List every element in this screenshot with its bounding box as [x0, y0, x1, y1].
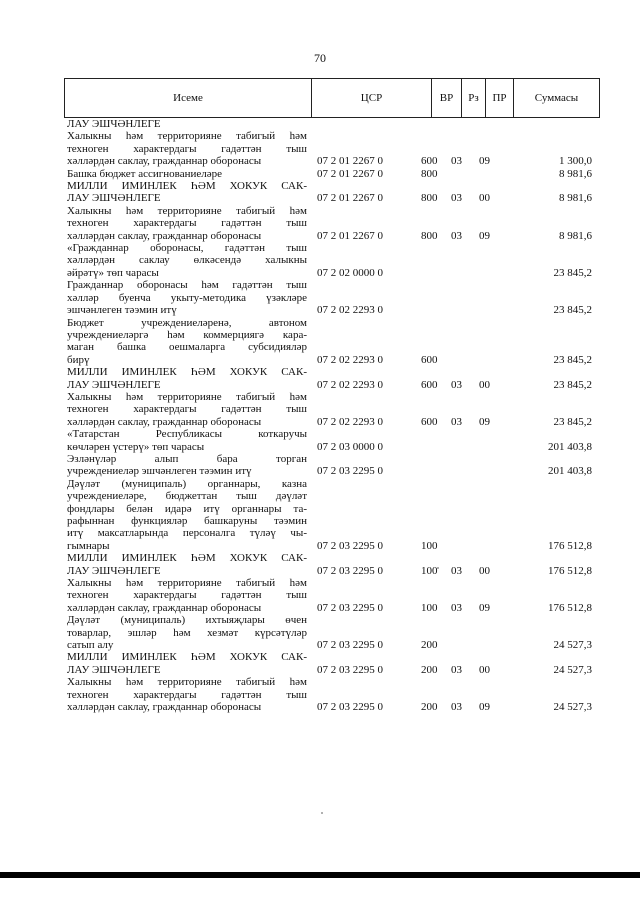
- row-vr: 600: [421, 353, 438, 366]
- row-rz: 03: [451, 415, 462, 428]
- row-name: [67, 130, 307, 167]
- table-body: [67, 118, 592, 714]
- row-pr: 00: [479, 378, 490, 391]
- table-row: [67, 130, 592, 167]
- table-row: [67, 391, 592, 428]
- row-csr: 07 2 01 2267 0: [317, 192, 383, 205]
- table-row: [67, 180, 592, 205]
- row-name: [67, 168, 307, 180]
- row-sum: 1 300,0: [559, 155, 592, 168]
- table-row: [67, 279, 592, 316]
- row-name-line: учреждениеләргә һәм коммерциягә кара-: [67, 328, 307, 341]
- row-name-line: әйрәтү» төп чарасы: [67, 266, 159, 279]
- row-sum: 201 403,8: [548, 465, 592, 478]
- row-name: [67, 205, 307, 242]
- row-name-line: Халыкны һәм территорияне табигый һәм: [67, 577, 307, 590]
- row-name-line: учреждениеләре, бюджеттан тыш дәүләт: [67, 490, 307, 503]
- row-csr: 07 2 03 2295 0: [317, 701, 383, 714]
- row-sum: 201 403,8: [548, 440, 592, 453]
- row-name-line: хәлләр буенча укыту-методика үзәкләре: [67, 291, 307, 304]
- row-name-line: техноген характердагы гадәттән тыш: [67, 403, 307, 416]
- row-name-line: Халыкны һәм территорияне табигый һәм: [67, 204, 307, 217]
- row-name: [67, 242, 307, 279]
- scan-speck: [437, 567, 439, 569]
- row-csr: 07 2 02 2293 0: [317, 378, 383, 391]
- row-name-line: Бюджет учреждениеләренә, автоном: [67, 316, 307, 329]
- table-header: [64, 78, 600, 118]
- row-vr: 100: [421, 539, 438, 552]
- row-sum: 8 981,6: [559, 167, 592, 180]
- row-vr: 800: [421, 167, 438, 180]
- row-name-line: техноген характердагы гадәттән тыш: [67, 217, 307, 230]
- row-csr: 07 2 02 2293 0: [317, 415, 383, 428]
- row-rz: 03: [451, 564, 462, 577]
- scan-speck: [321, 812, 323, 814]
- table-row: [67, 366, 592, 391]
- row-name-line: ЛАУ ЭШЧӘНЛЕГЕ: [67, 663, 161, 676]
- row-name-line: көчләрен үстерү» төп чарасы: [67, 440, 205, 453]
- row-csr: 07 2 03 2295 0: [317, 663, 383, 676]
- row-name-line: хәлләрдән саклау, гражданнар оборонасы: [67, 229, 262, 242]
- row-vr: 200: [421, 639, 438, 652]
- row-name: [67, 428, 307, 453]
- table-row: [67, 577, 592, 614]
- row-vr: 600: [421, 415, 438, 428]
- row-csr: 07 2 03 2295 0: [317, 639, 383, 652]
- row-vr: 800: [421, 229, 438, 242]
- row-csr: 07 2 03 2295 0: [317, 539, 383, 552]
- row-sum: 23 845,2: [553, 378, 592, 391]
- table-row: [67, 428, 592, 453]
- row-name: [67, 453, 307, 478]
- row-sum: 24 527,3: [553, 639, 592, 652]
- row-vr: 200: [421, 701, 438, 714]
- row-sum: 23 845,2: [553, 304, 592, 317]
- row-name-line: хәлләрдән саклау, гражданнар оборонасы: [67, 155, 262, 168]
- table-row: [67, 205, 592, 242]
- row-vr: 600: [421, 155, 438, 168]
- row-pr: 09: [479, 155, 490, 168]
- row-sum: 24 527,3: [553, 663, 592, 676]
- row-pr: 00: [479, 192, 490, 205]
- row-vr: 200: [421, 663, 438, 676]
- table-row: [67, 168, 592, 180]
- row-sum: 176 512,8: [548, 539, 592, 552]
- row-name-line: ЛАУ ЭШЧӘНЛЕГЕ: [67, 564, 161, 577]
- row-sum: 23 845,2: [553, 266, 592, 279]
- page-number: 70: [314, 51, 326, 65]
- row-name-line: МИЛЛИ ИМИНЛЕК ҺӘМ ХОКУК САК-: [67, 180, 307, 193]
- row-pr: 00: [479, 663, 490, 676]
- row-name-line: МИЛЛИ ИМИНЛЕК ҺӘМ ХОКУК САК-: [67, 552, 307, 565]
- row-csr: 07 2 03 2295 0: [317, 564, 383, 577]
- row-csr: 07 2 01 2267 0: [317, 229, 383, 242]
- row-name-line: маган башка оешмаларга субсидияләр: [67, 341, 307, 354]
- row-sum: 8 981,6: [559, 229, 592, 242]
- row-csr: 07 2 03 0000 0: [317, 440, 383, 453]
- header-sum: Суммасы: [534, 92, 579, 104]
- row-name-line: техноген характердагы гадәттән тыш: [67, 688, 307, 701]
- row-name-line: товарлар, эшләр һәм хезмәт күрсәтүләр: [67, 626, 307, 639]
- row-name: [67, 577, 307, 614]
- row-name: [67, 391, 307, 428]
- row-csr: 07 2 01 2267 0: [317, 155, 383, 168]
- table-row: [67, 317, 592, 367]
- row-rz: 03: [451, 229, 462, 242]
- row-csr: 07 2 03 2295 0: [317, 465, 383, 478]
- row-name-line: «Гражданнар оборонасы, гадәттән тыш: [67, 242, 307, 255]
- row-name-line: «Татарстан Республикасы коткаручы: [67, 428, 307, 441]
- row-pr: 09: [479, 601, 490, 614]
- row-pr: 00: [479, 564, 490, 577]
- row-vr: 100: [421, 601, 438, 614]
- row-name-line: техноген характердагы гадәттән тыш: [67, 589, 307, 602]
- row-name-line: ЛАУ ЭШЧӘНЛЕГЕ: [67, 192, 161, 205]
- row-name: [67, 614, 307, 651]
- row-sum: 23 845,2: [553, 415, 592, 428]
- table-row: [67, 453, 592, 478]
- row-csr: 07 2 02 2293 0: [317, 353, 383, 366]
- table-row: [67, 676, 592, 713]
- row-name-line: рафыннан функцияләр башкаруны тәэмин: [67, 515, 307, 527]
- row-csr: 07 2 02 2293 0: [317, 304, 383, 317]
- row-name-line: ЛАУ ЭШЧӘНЛЕГЕ: [67, 378, 161, 391]
- row-rz: 03: [451, 601, 462, 614]
- row-rz: 03: [451, 155, 462, 168]
- scan-bottom-edge: [0, 872, 640, 878]
- row-name: [67, 279, 307, 316]
- row-name-line: МИЛЛИ ИМИНЛЕК ҺӘМ ХОКУК САК-: [67, 651, 307, 664]
- row-name: [67, 676, 307, 713]
- row-rz: 03: [451, 192, 462, 205]
- header-name: Исеме: [173, 92, 203, 104]
- row-csr: 07 2 02 0000 0: [317, 266, 383, 279]
- row-vr: 100: [421, 564, 438, 577]
- row-vr: 600: [421, 378, 438, 391]
- row-name-line: Эзләнүләр алып бара торган: [67, 452, 307, 465]
- header-csr: ЦСР: [360, 92, 383, 104]
- row-name-line: итү максатларында персоналга түләү чы-: [67, 527, 307, 540]
- row-pr: 09: [479, 701, 490, 714]
- row-name-line: техноген характердагы гадәттән тыш: [67, 142, 307, 155]
- row-name-line: гымнары: [67, 539, 110, 552]
- row-name-line: хәлләрдән саклау өлкәсендә халыкны: [67, 254, 307, 267]
- table-row: [67, 614, 592, 651]
- table-row: [67, 552, 592, 577]
- row-name-line: ЛАУ ЭШЧӘНЛЕГЕ: [67, 118, 161, 130]
- row-sum: 176 512,8: [548, 601, 592, 614]
- row-csr: 07 2 01 2267 0: [317, 167, 383, 180]
- row-name: [67, 180, 307, 205]
- row-name-line: бирү: [67, 353, 90, 366]
- header-pr: ПР: [492, 92, 507, 104]
- row-name-line: МИЛЛИ ИМИНЛЕК ҺӘМ ХОКУК САК-: [67, 366, 307, 379]
- row-name-line: учреждениеләр эшчәнлеген тәэмин итү: [67, 465, 252, 478]
- row-name-line: фондлары белән идарә итү органнары та-: [67, 502, 307, 515]
- row-rz: 03: [451, 701, 462, 714]
- row-name: [67, 118, 307, 130]
- row-name-line: Дәүләт (муниципаль) органнары, казна: [67, 477, 307, 490]
- row-pr: 09: [479, 415, 490, 428]
- header-vr: ВР: [439, 92, 454, 104]
- row-name-line: Халыкны һәм территорияне табигый һәм: [67, 390, 307, 403]
- row-sum: 176 512,8: [548, 564, 592, 577]
- row-name: [67, 552, 307, 577]
- row-name-line: хәлләрдән саклау, гражданнар оборонасы: [67, 415, 262, 428]
- row-name-line: Дәүләт (муниципаль) ихтыяҗлары өчен: [67, 614, 307, 627]
- row-pr: 09: [479, 229, 490, 242]
- row-name-line: сатып алу: [67, 639, 114, 652]
- row-vr: 800: [421, 192, 438, 205]
- row-rz: 03: [451, 663, 462, 676]
- header-rz: Рз: [468, 92, 479, 104]
- row-sum: 8 981,6: [559, 192, 592, 205]
- row-name-line: эшчәнлеген тәэмин итү: [67, 304, 177, 317]
- row-sum: 23 845,2: [553, 353, 592, 366]
- row-name-line: хәлләрдән саклау, гражданнар оборонасы: [67, 601, 262, 614]
- row-name-line: хәлләрдән саклау, гражданнар оборонасы: [67, 701, 262, 714]
- row-name-line: Халыкны һәм территорияне табигый һәм: [67, 676, 307, 689]
- table-row: [67, 651, 592, 676]
- row-name: [67, 366, 307, 391]
- table-row: [67, 242, 592, 279]
- row-name-line: Халыкны һәм территорияне табигый һәм: [67, 130, 307, 143]
- row-name-line: Башка бюджет ассигнованиеләре: [67, 167, 222, 180]
- row-csr: 07 2 03 2295 0: [317, 601, 383, 614]
- table-row: [67, 478, 592, 552]
- row-name-line: Гражданнар оборонасы һәм гадәттән тыш: [67, 279, 307, 292]
- row-name: [67, 651, 307, 676]
- row-name: [67, 478, 307, 552]
- table-row: [67, 118, 592, 130]
- row-name: [67, 317, 307, 367]
- row-sum: 24 527,3: [553, 701, 592, 714]
- row-rz: 03: [451, 378, 462, 391]
